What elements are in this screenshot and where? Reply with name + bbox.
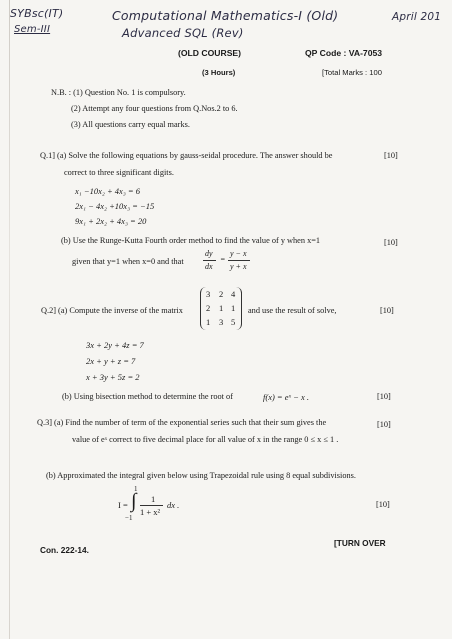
q2-eq-1: 3x + 2y + 4z = 7 (86, 340, 144, 350)
q1b-marks: [10] (384, 238, 398, 247)
q1a-text: Q.1] (a) Solve the following equations by gauss-seidal procedure. The answer should be (40, 151, 333, 160)
q3a-text: Q.3] (a) Find the number of term of the exponential series such that their sum gives the (37, 418, 327, 427)
integral-den: 1 + x² (140, 507, 161, 517)
q2a-marks: [10] (380, 306, 394, 315)
total-marks: [Total Marks : 100 (322, 68, 382, 77)
nb-line-2: (2) Attempt any four questions from Q.Nos.2 to 6. (71, 104, 238, 113)
q1-eq-3: 9x₁ + 2x₂ + 4x₃ = 20 (75, 216, 147, 226)
handwritten-date: April 201 (392, 11, 442, 23)
q2-eq-3: x + 3y + 5z = 2 (86, 372, 140, 382)
duration: (3 Hours) (202, 68, 236, 77)
integral-upper: 1 (134, 485, 138, 493)
integral-lhs: I = (118, 500, 128, 510)
matrix-cell: 1 (219, 303, 224, 313)
matrix-cell: 5 (231, 317, 236, 327)
q1b-equals: = (220, 255, 226, 264)
handwritten-sem: Sem-III (14, 24, 51, 35)
nb-line-1: N.B. : (1) Question No. 1 is compulsory. (51, 88, 186, 97)
q3a-marks: [10] (377, 420, 391, 429)
q1a-text-2: correct to three significant digits. (64, 168, 174, 177)
q3b-text: (b) Approximated the integral given below using Trapezoidal rule using 8 equal subdivisions. (46, 471, 356, 480)
matrix-cell: 2 (206, 303, 211, 313)
matrix-cell: 3 (219, 317, 224, 327)
paper-fold (9, 0, 10, 639)
paper-code: Con. 222-14. (40, 545, 89, 555)
q1b-dx: dx (205, 262, 213, 271)
q1b-text: (b) Use the Runge-Kutta Fourth order method to find the value of y when x=1 (61, 236, 321, 245)
matrix-cell: 1 (206, 317, 211, 327)
q1-eq-2: 2x₁ − 4x₂ +10x₃ = −15 (75, 201, 155, 211)
q1b-given: given that y=1 when x=0 and that (72, 257, 184, 266)
handwritten-title-2: Advanced SQL (Rev) (122, 26, 244, 40)
integral-dx: dx . (167, 500, 180, 510)
q2a-text: Q.2] (a) Compute the inverse of the matrix (41, 306, 183, 315)
q2-matrix (200, 287, 242, 330)
q3b-marks: [10] (376, 500, 390, 509)
q1b-frac-line-2 (228, 260, 250, 261)
q1b-frac-line-1 (203, 260, 216, 261)
qp-code: QP Code : VA-7053 (305, 48, 383, 58)
q2-eq-2: 2x + y + z = 7 (86, 356, 136, 366)
q2a-text-2: and use the result of solve, (248, 306, 337, 315)
course-type: (OLD COURSE) (178, 48, 242, 58)
handwritten-course: SYBsc(IT) (10, 7, 64, 20)
integral-lower: −1 (125, 514, 133, 522)
q1b-dy: dy (205, 249, 213, 258)
handwritten-title-1: Computational Mathematics-I (Old) (112, 8, 339, 23)
q2b-marks: [10] (377, 392, 391, 401)
integral-frac-line (140, 505, 163, 506)
matrix-cell: 3 (206, 289, 211, 299)
integral-num: 1 (151, 494, 156, 504)
matrix-cell: 2 (219, 289, 224, 299)
q1-eq-1: x₁ −10x₂ + 4x₃ = 6 (75, 186, 141, 196)
q1b-rnum: y − x (230, 249, 247, 258)
integral-sign: ∫ (131, 490, 137, 512)
q2b-text: (b) Using bisection method to determine the root of (62, 392, 233, 401)
q3a-text-2: value of eˣ correct to five decimal place for all value of x in the range 0 ≤ x ≤ 1 . (72, 435, 339, 444)
q2b-func: f(x) = eˣ − x . (263, 392, 309, 402)
nb-line-3: (3) All questions carry equal marks. (71, 120, 190, 129)
q1b-rden: y + x (230, 262, 247, 271)
matrix-cell: 4 (231, 289, 236, 299)
matrix-cell: 1 (231, 303, 236, 313)
turn-over: [TURN OVER (334, 538, 386, 548)
q1a-marks: [10] (384, 151, 398, 160)
